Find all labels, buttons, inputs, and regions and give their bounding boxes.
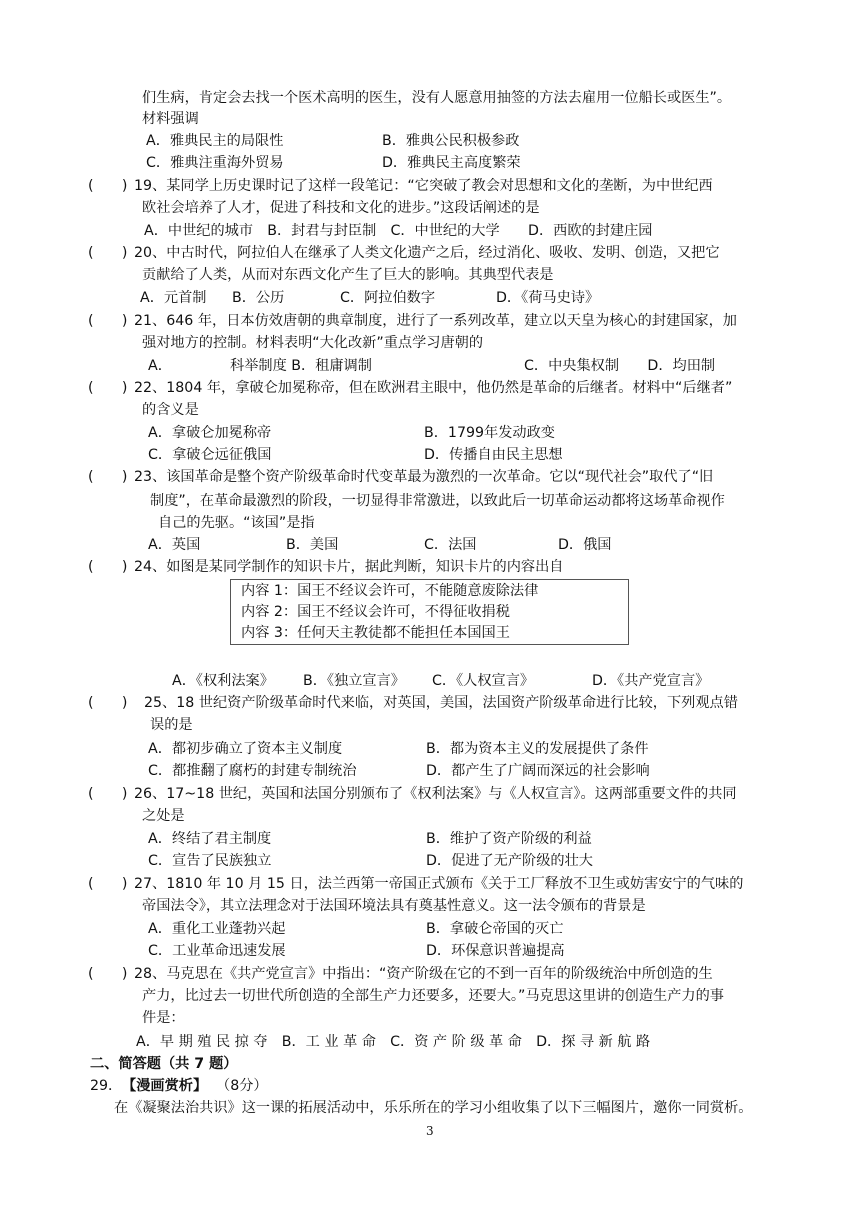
q22-option-b: B．1799年发动政变 [424,425,555,441]
q26-stem-line: 之处是 [142,808,185,824]
q26-option-c: C．宣告了民族独立 [148,853,272,869]
q27-stem-line: 帝国法令》，其立法理念对于法国环境法具有奠基性意义。这一法令颁布的背景是 [142,898,646,914]
q21-option-ab: 科举制度 B．租庸调制 [230,358,372,374]
q18-option-b: B．雅典公民积极参政 [382,133,520,149]
knowledge-card-item: 内容 2：国王不经议会许可，不得征收捐税 [241,604,510,620]
q27-stem-line: 27、1810 年 10 月 15 日，法兰西第一帝国正式颁布《关于工厂释放不卫生或妨害安宁的气味的 [134,876,744,892]
q24-option-b: B．《独立宣言》 [303,673,405,689]
q18-stem-line: 材料强调 [142,111,199,127]
q27-option-d: D．环保意识普遍提高 [426,943,565,959]
q20-option-d: D．《荷马史诗》 [496,290,600,306]
q19-answer-blank[interactable]: ( ) [88,178,128,194]
q23-option-c: C．法国 [424,537,477,553]
q27-option-b: B．拿破仑帝国的灭亡 [426,921,564,937]
q28-answer-blank[interactable]: ( ) [88,966,128,982]
q23-stem-line: 制度”，在革命最激烈的阶段，一切显得非常激进，以致此后一切革命运动都将这场革命视作 [150,493,725,509]
q24-stem-line: 24、如图是某同学制作的知识卡片，据此判断，知识卡片的内容出自 [134,559,564,575]
knowledge-card-item: 内容 1：国王不经议会许可，不能随意废除法律 [241,583,539,599]
q20-stem-line: 20、中古时代，阿拉伯人在继承了人类文化遗产之后，经过消化、吸收、发明、创造，又把它 [134,245,720,261]
q23-option-d: D．俄国 [558,537,612,553]
q20-option-c: C．阿拉伯数字 [340,290,436,306]
q21-option-a-label: A． [148,358,172,374]
q22-option-d: D．传播自由民主思想 [424,447,563,463]
q26-option-d: D．促进了无产阶级的壮大 [426,853,593,869]
q24-answer-blank[interactable]: ( ) [88,559,128,575]
q23-stem-line: 自己的先驱。“该国”是指 [158,515,315,531]
q29-score: （8分） [216,1078,268,1094]
q20-answer-blank[interactable]: ( ) [88,245,128,261]
page-number: 3 [426,1124,434,1138]
q27-option-a: A．重化工业蓬勃兴起 [148,921,286,937]
q18-option-a: A．雅典民主的局限性 [146,133,284,149]
q25-option-c: C．都推翻了腐朽的封建专制统治 [148,763,357,779]
q26-option-a: A．终结了君主制度 [148,831,272,847]
q29-stem-line: 在《凝聚法治共识》这一课的拓展活动中，乐乐所在的学习小组收集了以下三幅图片，邀你一同赏析。 [114,1100,753,1116]
q26-answer-blank[interactable]: ( ) [88,786,128,802]
q24-option-d: D．《共产党宣言》 [592,673,710,689]
q22-answer-blank[interactable]: ( ) [88,380,128,396]
q25-stem-line: 25、18 世纪资产阶级革命时代来临，对英国，美国，法国资产阶级革命进行比较，下列观点错 [144,695,738,711]
q27-option-c: C．工业革命迅速发展 [148,943,286,959]
knowledge-card [230,579,629,645]
q29-number: 29． [90,1078,123,1094]
q25-answer-blank[interactable]: ( ) [88,695,128,711]
q20-option-a: A．元首制 [140,290,207,306]
q21-option-cd: C．中央集权制 D．均田制 [524,358,716,374]
q23-option-a: A．英国 [148,537,201,553]
section-heading: 二、简答题（共 7 题） [90,1056,238,1072]
q22-stem-line: 22、1804 年，拿破仑加冕称帝，但在欧洲君主眼中，他仍然是革命的后继者。材料中“后继者” [134,380,733,396]
q28-stem-line: 件是： [142,1010,185,1026]
q25-stem-line: 误的是 [150,717,193,733]
q19-stem-line: 19、某同学上历史课时记了这样一段笔记：“它突破了教会对思想和文化的垄断，为中世纪西 [134,178,713,194]
q22-stem-line: 的含义是 [142,402,199,418]
q21-answer-blank[interactable]: ( ) [88,313,128,329]
q24-option-a: A．《权利法案》 [172,673,274,689]
q25-option-b: B．都为资本主义的发展提供了条件 [426,741,649,757]
knowledge-card-item: 内容 3：任何天主教徒都不能担任本国国王 [241,625,510,641]
q26-option-b: B．维护了资产阶级的利益 [426,831,592,847]
q27-answer-blank[interactable]: ( ) [88,876,128,892]
q24-option-c: C．《人权宣言》 [432,673,535,689]
q25-option-d: D．都产生了广阔而深远的社会影响 [426,763,650,779]
q23-answer-blank[interactable]: ( ) [88,469,128,485]
q18-stem-line: 们生病，肯定会去找一个医术高明的医生，没有人愿意用抽签的方法去雇用一位船长或医生”。 [142,90,732,106]
q19-stem-line: 欧社会培养了人才，促进了科技和文化的进步。”这段话阐述的是 [142,200,540,216]
q21-stem-line: 强对地方的控制。材料表明“大化改新”重点学习唐朝的 [142,335,484,351]
q28-options: A．早 期 殖 民 掠 夺 B．工 业 革 命 C．资 产 阶 级 革 命 D．探 寻 新 航 路 [136,1034,651,1050]
q21-stem-line: 21、646 年，日本仿效唐朝的典章制度，进行了一系列改革，建立以天皇为核心的封建国家，加 [134,313,737,329]
q28-stem-line: 产力，比过去一切世代所创造的全部生产力还要多，还要大。”马克思这里讲的创造生产力的事 [142,988,724,1004]
q20-option-b: B．公历 [232,290,285,306]
q23-option-b: B．美国 [286,537,339,553]
q22-option-a: A．拿破仑加冕称帝 [148,425,272,441]
q18-option-c: C．雅典注重海外贸易 [146,155,284,171]
q25-option-a: A．都初步确立了资本主义制度 [148,741,343,757]
q22-option-c: C．拿破仑远征俄国 [148,447,272,463]
q29-tag: 【漫画赏析】 [122,1078,208,1094]
q23-stem-line: 23、该国革命是整个资产阶级革命时代变革最为激烈的一次革命。它以“现代社会”取代了“旧 [134,469,714,485]
q28-stem-line: 28、马克思在《共产党宣言》中指出：“资产阶级在它的不到一百年的阶级统治中所创造的生 [134,966,713,982]
q18-option-d: D．雅典民主高度繁荣 [382,155,521,171]
q26-stem-line: 26、17~18 世纪，英国和法国分别颁布了《权利法案》与《人权宣言》。这两部重要文件的共同 [134,786,737,802]
q20-stem-line: 贡献给了人类，从而对东西文化产生了巨大的影响。其典型代表是 [142,267,554,283]
q19-options: A．中世纪的城市 B．封君与封臣制 C．中世纪的大学 D．西欧的封建庄园 [144,223,653,239]
